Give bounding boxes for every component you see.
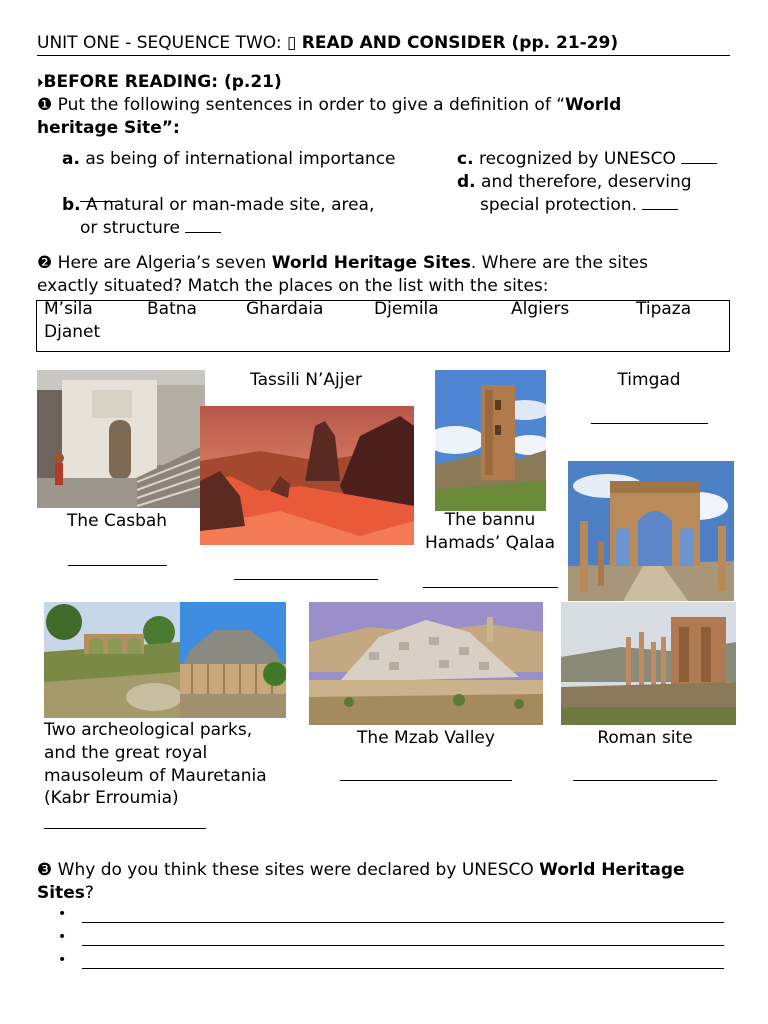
q1-number: ❶	[37, 95, 53, 115]
mzab-photo	[309, 602, 543, 725]
blank-tassili[interactable]	[234, 579, 378, 580]
blank-timgad[interactable]	[591, 423, 708, 424]
header	[37, 33, 618, 53]
q1-item-b-cont	[80, 217, 221, 240]
q1-item-b-cont-text: or structure	[80, 218, 180, 238]
q3-line2	[37, 882, 94, 905]
tipaza-park-photo	[44, 602, 180, 718]
roman-site-photo	[561, 602, 736, 725]
q1-item-c-text: recognized by UNESCO	[478, 149, 676, 169]
q2-number: ❷	[37, 253, 53, 273]
q1-item-d-cont-text: special protection.	[480, 195, 637, 215]
q1-item-c	[457, 148, 717, 171]
q3-bullet-3: •	[58, 952, 67, 968]
q1-item-d	[457, 171, 692, 194]
timgad-photo	[568, 461, 734, 601]
caption-parks-1: Two archeological parks,	[44, 720, 253, 740]
q1-item-b-letter: b.	[62, 195, 81, 215]
caption-parks-4: (Kabr Erroumia)	[44, 788, 179, 808]
place-djanet: Djanet	[44, 322, 101, 342]
q1-bold-1: World	[565, 95, 622, 115]
q3-line1	[37, 859, 685, 882]
q3-answer-line-2[interactable]	[82, 945, 724, 946]
qalaa-photo	[435, 370, 546, 511]
place-msila: M’sila	[44, 299, 93, 319]
header-rule	[37, 55, 730, 56]
q1-bold-2: heritage Site	[37, 118, 162, 138]
mausoleum-photo	[180, 602, 286, 718]
header-title: READ AND CONSIDER (pp. 21-29)	[301, 33, 619, 53]
caption-roman: Roman site	[597, 728, 693, 748]
q1-line1	[37, 94, 621, 117]
header-glyph: ▯	[286, 33, 297, 53]
caption-parks-2: and the great royal	[44, 743, 208, 763]
q3-answer-line-1[interactable]	[82, 922, 724, 923]
q1-text: Put the following sentences in order to give a definition of “	[57, 95, 566, 115]
q1-item-a-letter: a.	[62, 149, 80, 169]
q1-line2	[37, 117, 180, 140]
blank-roman[interactable]	[573, 780, 717, 781]
q3-bullet-2: •	[58, 929, 67, 945]
q1-item-a-text: as being of international importance	[85, 149, 396, 169]
q1-item-d-letter: d.	[457, 172, 476, 192]
q3-bold: World Heritage	[539, 860, 685, 880]
blank-bannu[interactable]	[423, 587, 558, 588]
blank-mzab[interactable]	[340, 780, 512, 781]
q2-text-b: . Where are the sites	[470, 253, 648, 273]
caption-casbah: The Casbah	[66, 511, 168, 531]
q1-item-d-text: and therefore, deserving	[481, 172, 692, 192]
q1-tail: ”:	[161, 118, 180, 138]
q2-line2: exactly situated? Match the places on the list with the sites:	[37, 276, 549, 296]
place-djemila: Djemila	[374, 299, 439, 319]
caption-mzab: The Mzab Valley	[357, 728, 495, 748]
caption-timgad: Timgad	[617, 370, 681, 390]
q2-text-a: Here are Algeria’s seven	[57, 253, 272, 273]
q1-item-d-blank[interactable]	[642, 195, 678, 210]
q1-item-d-cont	[480, 194, 678, 217]
play-icon: ⏵	[37, 76, 44, 91]
q3-number: ❸	[37, 860, 53, 880]
q1-item-b-blank[interactable]	[185, 218, 221, 233]
q3-line2-bold: Sites	[37, 883, 85, 903]
casbah-photo	[37, 370, 205, 508]
caption-tassili: Tassili N’Ajjer	[250, 370, 362, 390]
q2-bold: World Heritage Sites	[271, 253, 471, 273]
blank-parks[interactable]	[44, 828, 206, 829]
tassili-photo	[200, 406, 414, 545]
q1-item-c-letter: c.	[457, 149, 474, 169]
header-prefix: UNIT ONE - SEQUENCE TWO:	[37, 33, 282, 53]
caption-parks-3: mausoleum of Mauretania	[44, 766, 267, 786]
blank-casbah[interactable]	[68, 565, 167, 566]
before-reading-label: BEFORE READING: (p.21)	[43, 72, 282, 92]
q3-bullet-1: •	[58, 906, 67, 922]
q1-item-c-blank[interactable]	[681, 149, 717, 164]
q1-item-b	[62, 194, 374, 217]
q2-line1	[37, 252, 648, 275]
place-ghardaia: Ghardaia	[246, 299, 324, 319]
caption-bannu-2: Hamads’ Qalaa	[425, 533, 555, 553]
q1-item-a	[62, 148, 396, 171]
q3-text: Why do you think these sites were declared by UNESCO	[57, 860, 540, 880]
q3-answer-line-3[interactable]	[82, 968, 724, 969]
place-algiers: Algiers	[511, 299, 570, 319]
place-tipaza: Tipaza	[636, 299, 692, 319]
place-batna: Batna	[147, 299, 197, 319]
q1-item-b-text: A natural or man-made site, area,	[86, 195, 375, 215]
caption-bannu-1: The bannu	[444, 510, 536, 530]
before-reading-heading	[37, 71, 282, 95]
q3-line2-tail: ?	[84, 883, 94, 903]
